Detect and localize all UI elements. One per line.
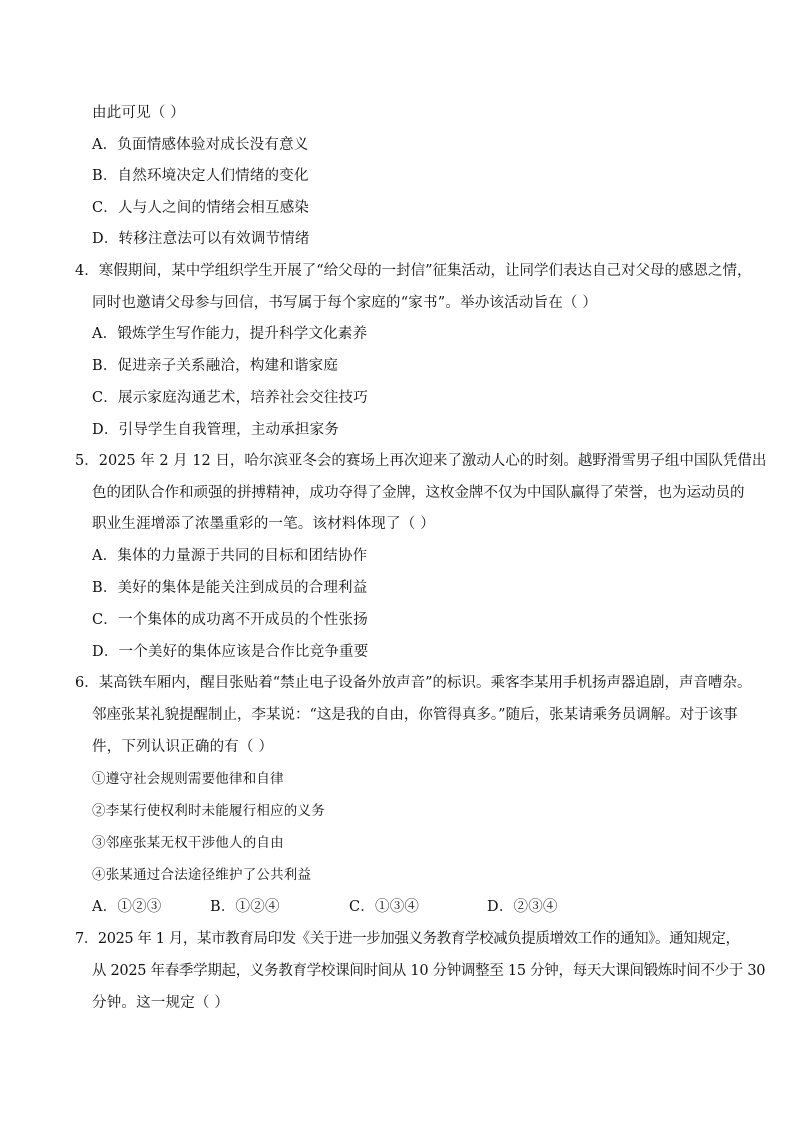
q3-option-c: C．人与人之间的情绪会相互感染 <box>92 200 310 216</box>
q6-statement-4: ④张某通过合法途径维护了公共利益 <box>92 867 312 883</box>
q6-stem-line-1: 6．某高铁车厢内，醒目张贴着“禁止电子设备外放声音”的标识。乘客李某用手机扬声器追剧，声音嘈杂。 <box>75 675 752 691</box>
q4-option-d: D．引导学生自我管理，主动承担家务 <box>92 422 340 438</box>
q7-stem-line-3: 分钟。这一规定（ ） <box>92 995 230 1011</box>
q4-option-a: A．锻炼学生写作能力，提升科学文化素养 <box>92 326 368 342</box>
q7-stem-line-1: 7．2025 年 1 月，某市教育局印发《关于进一步加强义务教育学校减负提质增效工作的通知》。通知规定， <box>75 931 740 947</box>
q4-option-c: C．展示家庭沟通艺术，培养社会交往技巧 <box>92 390 368 406</box>
q6-choice-a: A．①②③ <box>92 899 162 915</box>
q3-option-d: D．转移注意法可以有效调节情绪 <box>92 231 310 247</box>
q3-option-a: A．负面情感体验对成长没有意义 <box>92 137 309 153</box>
q6-statement-2: ②李某行使权利时未能履行相应的义务 <box>92 803 325 819</box>
q4-stem-line-1: 4．寒假期间，某中学组织学生开展了“给父母的一封信”征集活动，让同学们表达自己对父母的感恩之情， <box>75 263 752 279</box>
q6-choice-b: B．①②④ <box>210 899 280 915</box>
q6-statement-1: ①遵守社会规则需要他律和自律 <box>92 771 284 787</box>
q6-choice-d: D．②③④ <box>487 899 558 915</box>
q3-option-b: B．自然环境决定人们情绪的变化 <box>92 168 309 184</box>
q4-stem-line-2: 同时也邀请父母参与回信，书写属于每个家庭的“家书”。举办该活动旨在（ ） <box>92 295 598 311</box>
q6-choice-c: C．①③④ <box>349 899 420 915</box>
q4-option-b: B．促进亲子关系融洽，构建和谐家庭 <box>92 358 339 374</box>
q5-option-d: D．一个美好的集体应该是合作比竞争重要 <box>92 644 369 660</box>
q5-stem-line-3: 职业生涯增添了浓墨重彩的一笔。该材料体现了（ ） <box>92 516 435 532</box>
q6-stem-line-3: 件，下列认识正确的有（ ） <box>92 739 274 755</box>
q6-statement-3: ③邻座张某无权干涉他人的自由 <box>92 835 284 851</box>
q5-option-b: B．美好的集体是能关注到成员的合理利益 <box>92 580 368 596</box>
q6-stem-line-2: 邻座张某礼貌提醒制止，李某说：“这是我的自由，你管得真多。”随后，张某请乘务员调解。对于该事 <box>92 707 738 723</box>
q3-stem-end: 由此可见（ ） <box>92 105 186 121</box>
q5-option-a: A．集体的力量源于共同的目标和团结协作 <box>92 548 368 564</box>
q5-stem-line-1: 5．2025 年 2 月 12 日，哈尔滨亚冬会的赛场上再次迎来了激动人心的时刻。越野滑雪男子组中国队凭借出 <box>75 453 767 469</box>
q5-option-c: C．一个集体的成功离不开成员的个性张扬 <box>92 612 368 628</box>
q7-stem-line-2: 从 2025 年春季学期起，义务教育学校课间时间从 10 分钟调整至 15 分钟，每天大课间锻炼时间不少于 30 <box>92 963 766 979</box>
q5-stem-line-2: 色的团队合作和顽强的拼搏精神，成功夺得了金牌，这枚金牌不仅为中国队赢得了荣誉，也为运动员的 <box>92 485 745 501</box>
